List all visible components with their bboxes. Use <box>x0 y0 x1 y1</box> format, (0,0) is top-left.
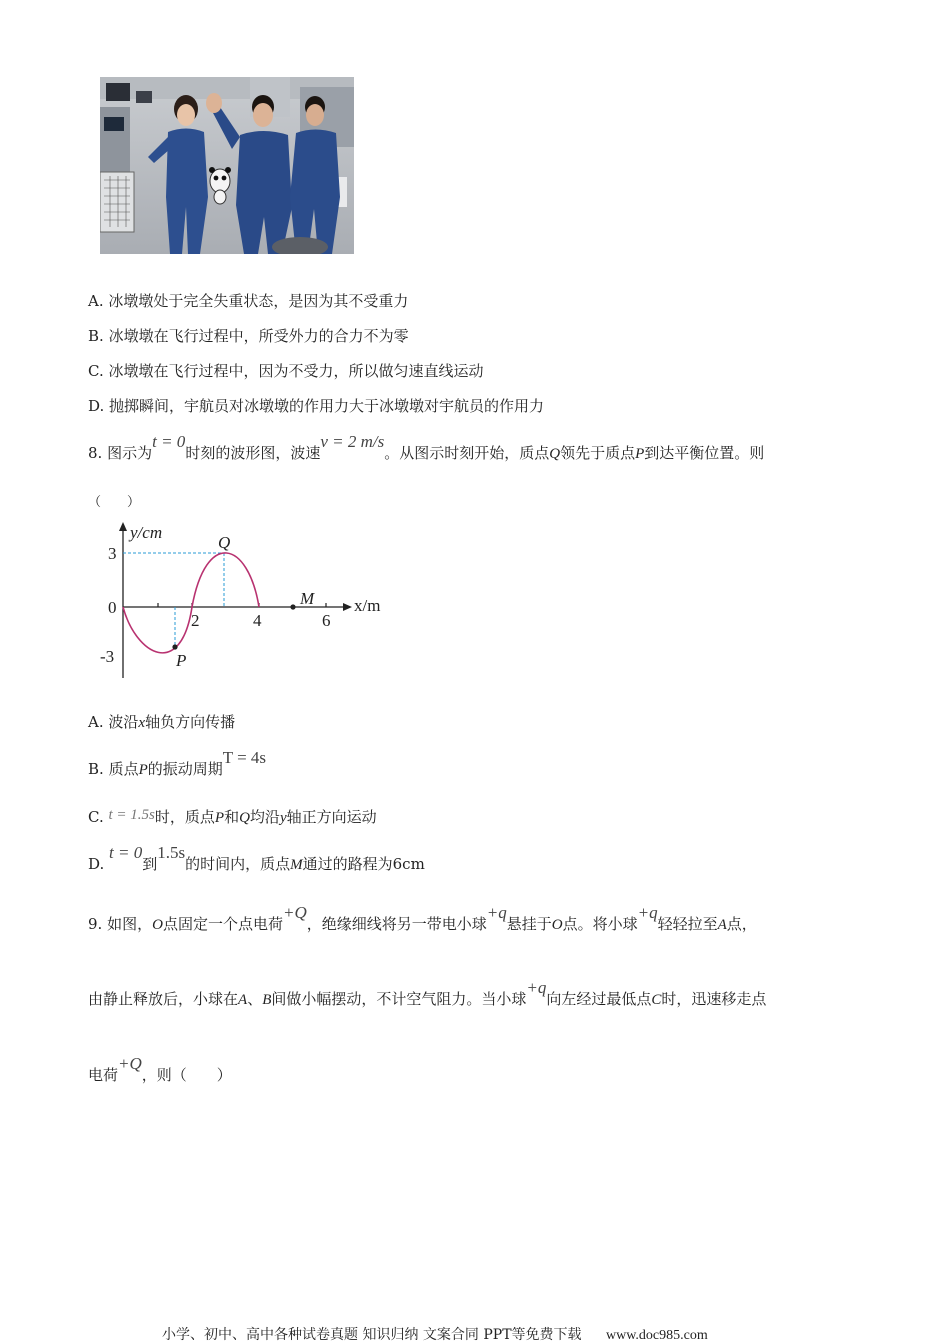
q8-stem: 8. 图示为t = 0时刻的波形图，波速v = 2 m/s。从图示时刻开始，质点Q领先于质点P到达平衡位置。则 <box>88 432 765 462</box>
wave-curve <box>123 553 259 653</box>
x-axis-label: x/m <box>354 596 381 615</box>
q8-option-d: D. t = 0到1.5s的时间内，质点M通过的路程为6cm <box>88 843 425 873</box>
x-axis-arrow <box>343 603 352 611</box>
y-axis-arrow <box>119 522 127 531</box>
q7-option-b: B. 冰墩墩在飞行过程中，所受外力的合力不为零 <box>88 327 409 345</box>
astronauts-photo-icon <box>100 77 354 254</box>
x-label-6: 6 <box>322 611 331 630</box>
point-m <box>290 604 295 609</box>
q7-option-a: A. 冰墩墩处于完全失重状态，是因为其不受重力 <box>88 292 409 310</box>
q8-option-a: A. 波沿x轴负方向传播 <box>88 713 236 731</box>
footer-url[interactable]: www.doc985.com <box>605 1328 708 1343</box>
label-p: P <box>176 651 187 670</box>
y-tick-0: 0 <box>108 598 117 617</box>
footer <box>162 1324 708 1344</box>
point-p <box>172 644 177 649</box>
y-tick-neg3: -3 <box>100 647 115 666</box>
y-axis-label: y/cm <box>130 523 163 542</box>
wave-graph <box>96 520 396 680</box>
label-m: M <box>300 589 315 608</box>
q8-option-c: C. t = 1.5s时，质点P和Q均沿y轴正方向运动 <box>88 807 377 826</box>
q8-answer-paren: （ ） <box>88 495 141 510</box>
y-tick-3: 3 <box>108 544 117 563</box>
x-label-4: 4 <box>253 611 262 630</box>
q9-line-1: 9. 如图，O点固定一个点电荷+Q，绝缘细线将另一带电小球+q悬挂于O点。将小球+q轻轻拉至A点， <box>88 903 757 933</box>
label-q: Q <box>218 533 231 552</box>
q7-option-c: C. 冰墩墩在飞行过程中，因为不受力，所以做匀速直线运动 <box>88 362 484 380</box>
q9-line-3: 电荷+Q，则（ ） <box>88 1054 232 1084</box>
x-label-2: 2 <box>191 611 200 630</box>
q8-option-b: B. 质点P的振动周期T = 4s <box>88 748 267 778</box>
astronauts-photo <box>100 77 354 254</box>
q9-line-2: 由静止释放后，小球在A、B间做小幅摆动，不计空气阻力。当小球+q向左经过最低点C时，迅速移走点 <box>88 978 767 1008</box>
q7-option-d: D. 抛掷瞬间，宇航员对冰墩墩的作用力大于冰墩墩对宇航员的作用力 <box>88 397 545 415</box>
footer-text: 小学、初中、高中各种试卷真题 知识归纳 文案合同 PPT等免费下载 <box>162 1327 582 1343</box>
